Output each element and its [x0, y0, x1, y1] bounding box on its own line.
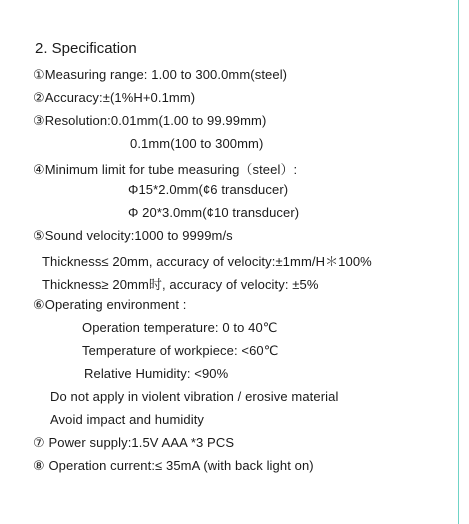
spec-accuracy: ②Accuracy:±(1%H+0.1mm) [33, 90, 196, 105]
spec-operation-current: ⑧ Operation current:≤ 35mA (with back light on) [33, 458, 314, 473]
section-heading: 2. Specification [35, 40, 137, 57]
right-border-line [458, 0, 459, 524]
spec-sound-velocity: ⑤Sound velocity:1000 to 9999m/s [33, 228, 233, 243]
spec-operating-environment: ⑥Operating environment : [33, 297, 187, 312]
spec-measuring-range: ①Measuring range: 1.00 to 300.0mm(steel) [33, 67, 288, 82]
spec-workpiece-temperature: Temperature of workpiece: <60℃ [82, 343, 279, 358]
spec-resolution-range-2: 0.1mm(100 to 300mm) [130, 136, 264, 151]
spec-minimum-tube-limit: ④Minimum limit for tube measuring（steel）: [33, 162, 298, 177]
spec-vibration-warning: Do not apply in violent vibration / erosive material [50, 389, 339, 404]
spec-tube-limit-10: Φ 20*3.0mm(¢10 transducer) [128, 205, 300, 220]
spec-impact-warning: Avoid impact and humidity [50, 412, 205, 427]
spec-operation-temperature: Operation temperature: 0 to 40℃ [82, 320, 278, 335]
spec-velocity-accuracy-thin: Thickness≤ 20mm, accuracy of velocity:±1mm/H＊100% [42, 254, 372, 269]
spec-resolution: ③Resolution:0.01mm(1.00 to 99.99mm) [33, 113, 267, 128]
spec-power-supply: ⑦ Power supply:1.5V AAA *3 PCS [33, 435, 235, 450]
spec-tube-limit-6: Φ15*2.0mm(¢6 transducer) [128, 182, 289, 197]
spec-relative-humidity: Relative Humidity: <90% [84, 366, 229, 381]
spec-velocity-accuracy-thick: Thickness≥ 20mm时, accuracy of velocity: ±5% [42, 277, 319, 292]
